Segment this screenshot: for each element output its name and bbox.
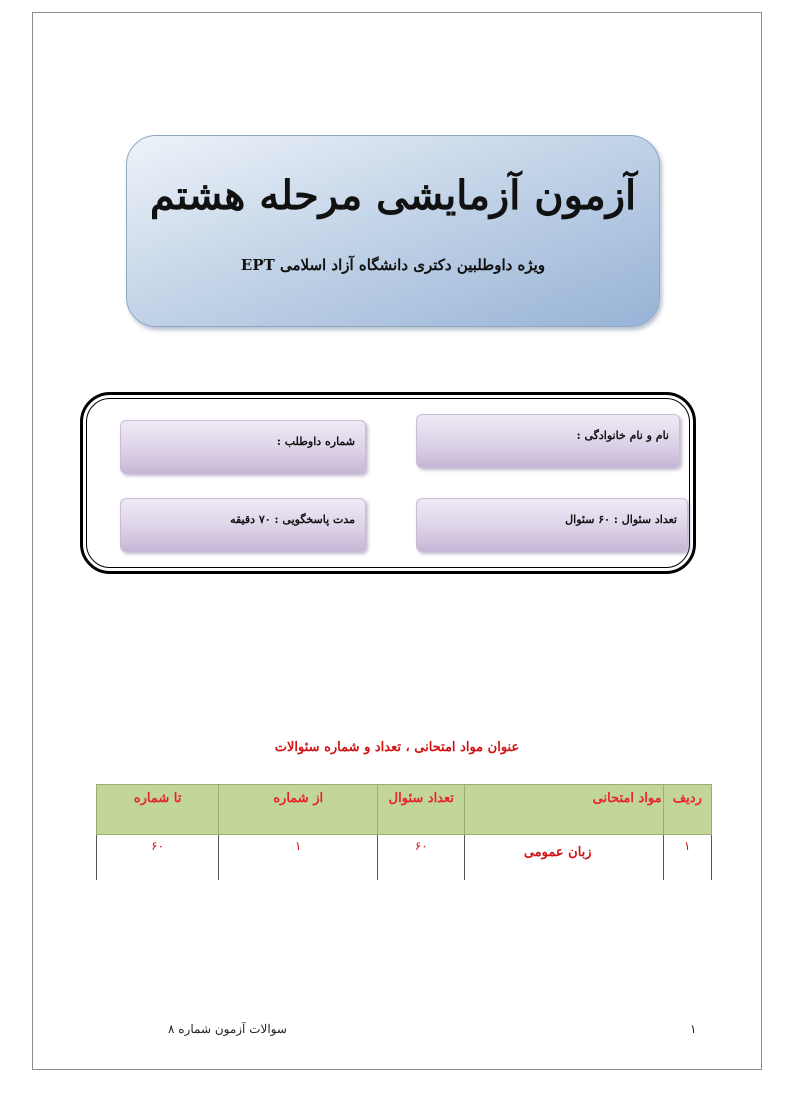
- question-count-field: تعداد سئوال : ۶۰ سئوال: [416, 498, 688, 552]
- cell-row-number: ۱: [663, 835, 711, 881]
- table-title: عنوان مواد امتحانی ، تعداد و شماره سئوالات: [274, 740, 520, 755]
- table-header-row: [97, 785, 712, 835]
- header-subject: مواد امتحانی: [465, 785, 663, 835]
- title-banner: [126, 135, 660, 327]
- header-to: تا شماره: [97, 785, 219, 835]
- footer-page-number: ۱: [690, 1022, 697, 1036]
- page-title: آزمون آزمایشی مرحله هشتم: [149, 172, 637, 219]
- cell-count: ۶۰: [378, 835, 465, 881]
- candidate-number-field[interactable]: شماره داوطلب :: [120, 420, 366, 474]
- cell-subject-text: زبان عمومی: [523, 845, 592, 860]
- cell-to: ۶۰: [97, 835, 219, 881]
- header-from: از شماره: [219, 785, 378, 835]
- cell-from: ۱: [219, 835, 378, 881]
- cell-subject: [465, 835, 663, 881]
- table-row: [97, 835, 712, 881]
- header-count: تعداد سئوال: [378, 785, 465, 835]
- name-field[interactable]: نام و نام خانوادگی :: [416, 414, 680, 468]
- page-subtitle: ویژه داوطلبین دکتری دانشگاه آزاد اسلامی EPT: [240, 256, 546, 274]
- footer-title: سوالات آزمون شماره ۸: [168, 1022, 287, 1036]
- subjects-table: [96, 784, 712, 880]
- header-row-number: ردیف: [663, 785, 711, 835]
- duration-field: مدت پاسخگویی : ۷۰ دقیقه: [120, 498, 366, 552]
